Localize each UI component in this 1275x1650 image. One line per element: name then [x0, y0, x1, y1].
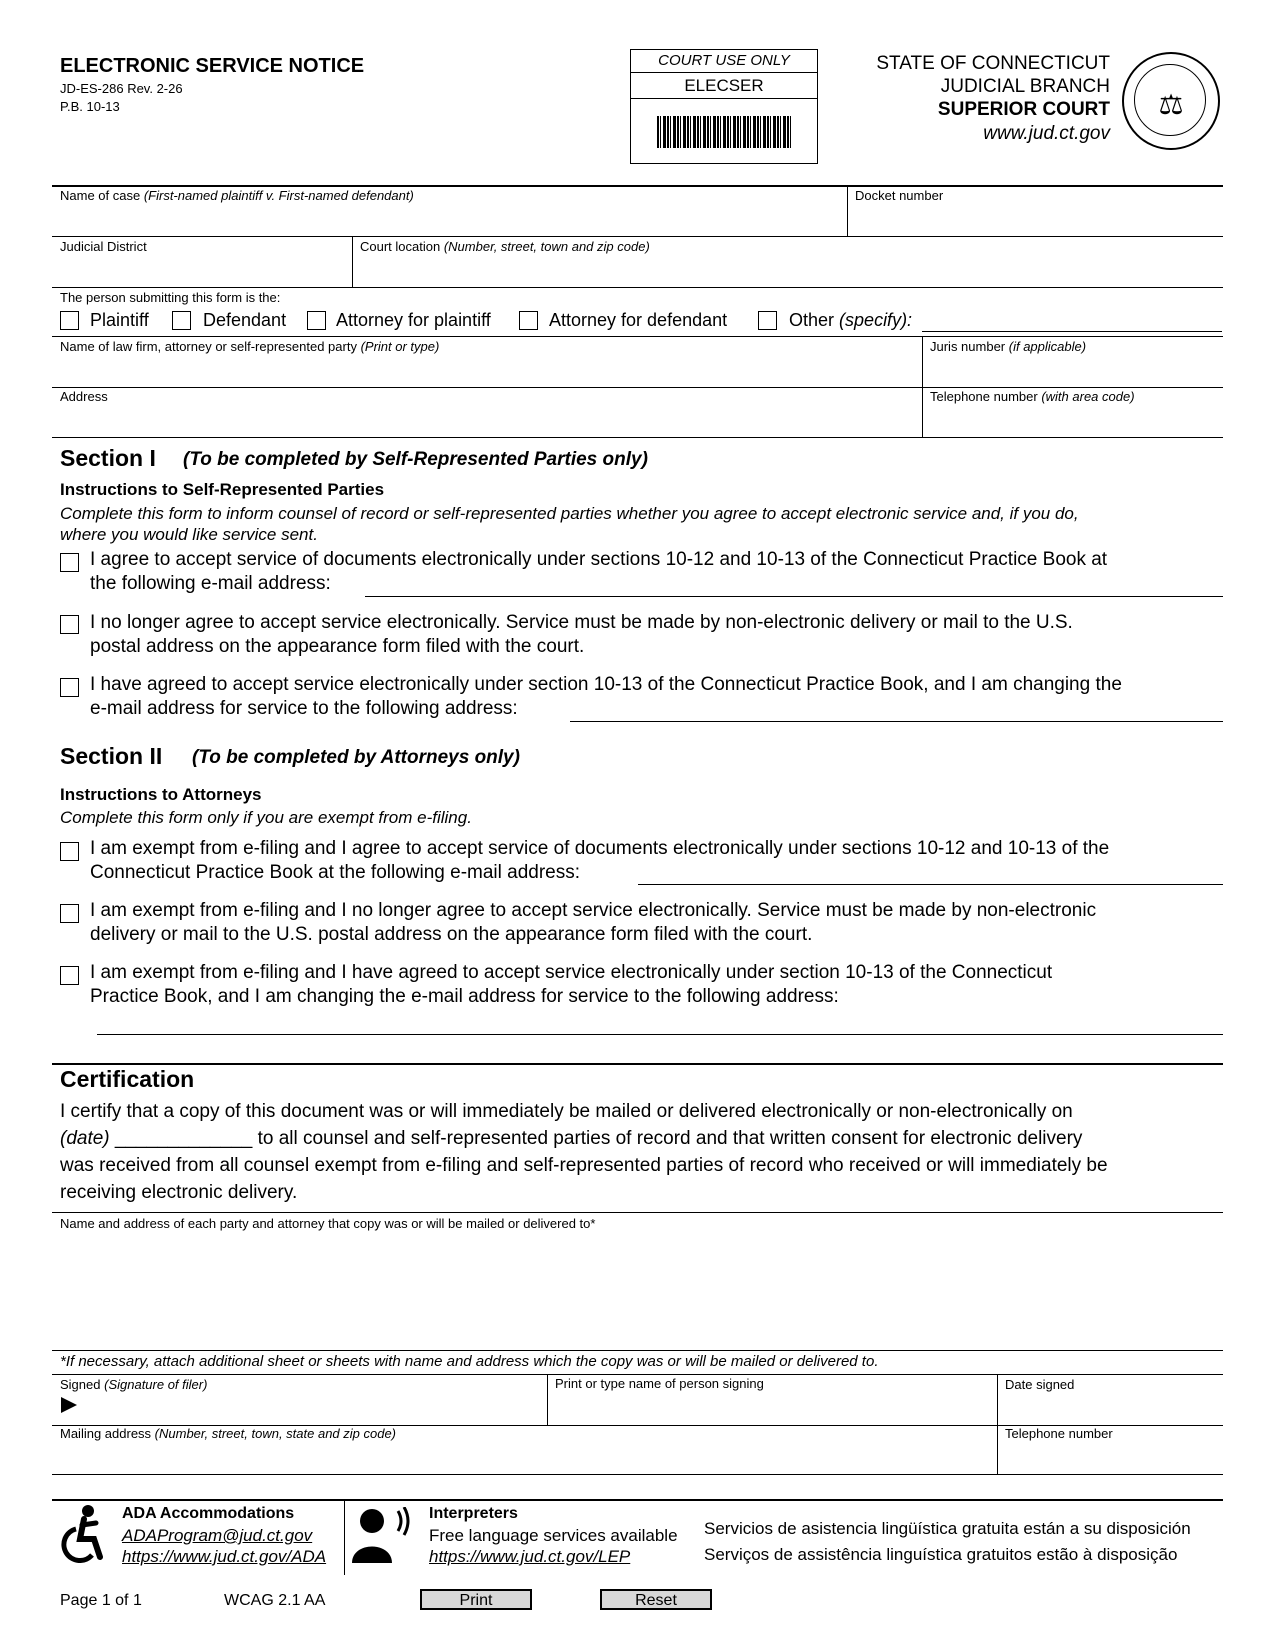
court-location-label: Court location (Number, street, town and zip code) — [360, 239, 650, 254]
court-code: ELECSER — [631, 73, 817, 99]
s1-agree-text: I agree to accept service of documents electronically under sections 10-12 and 10-13 of the Connecticut Practice Book at the following e-mail address: — [90, 549, 1108, 594]
date-blank: _____________ — [114, 1128, 253, 1149]
interpreter-icon — [350, 1507, 420, 1563]
date-signed-label: Date signed — [1005, 1377, 1075, 1392]
checkbox-s2-no-longer[interactable] — [60, 904, 79, 923]
print-name-label: Print or type name of person signing — [555, 1376, 764, 1391]
certification-text: I certify that a copy of this document was or will immediately be mailed or delivered electronically or non-electronically on (date) _____________ to all counsel and self-represented parties of record and that written consent for electronic delivery was received from all counsel exempt from e-filing and self-represented parties of record who received or will immediately be receiving electronic delivery. — [60, 1101, 1108, 1203]
sign-here-arrow-icon — [61, 1397, 77, 1413]
checkbox-s1-changing[interactable] — [60, 678, 79, 697]
interpreters-text: Free language services available — [429, 1526, 678, 1545]
option-attorney-defendant: Attorney for defendant — [549, 310, 728, 330]
interpreters-url-link[interactable]: https://www.jud.ct.gov/LEP — [429, 1547, 631, 1566]
section1-instructions: Complete this form to inform counsel of record or self-represented parties whether you agree to accept electronic service and, if you do, where you would like service sent. — [60, 504, 1079, 544]
checkbox-s2-agree[interactable] — [60, 842, 79, 861]
s2-new-email-field[interactable] — [97, 1034, 1223, 1035]
reset-button[interactable]: Reset — [600, 1589, 712, 1610]
court-name: SUPERIOR COURT — [937, 99, 1110, 120]
checkbox-attorney-plaintiff[interactable] — [307, 311, 326, 330]
print-button[interactable]: Print — [420, 1589, 532, 1610]
checkbox-attorney-defendant[interactable] — [519, 311, 538, 330]
branch-name: JUDICIAL BRANCH — [940, 76, 1110, 97]
s1-changing-text: I have agreed to accept service electronically under section 10-13 of the Connecticut Practice Book, and I am changing the e-mail address for service to the following address: — [90, 674, 1122, 719]
address-label: Address — [60, 389, 108, 404]
s1-new-email-field[interactable] — [570, 721, 1223, 722]
section2-instructions-heading: Instructions to Attorneys — [60, 785, 262, 804]
portuguese-notice: Serviços de assistência linguística gratuitos estão à disposição — [704, 1545, 1178, 1564]
ada-url-link[interactable]: https://www.jud.ct.gov/ADA — [122, 1547, 327, 1566]
state-name: STATE OF CONNECTICUT — [876, 53, 1110, 74]
judicial-district-label: Judicial District — [60, 239, 147, 254]
docket-label: Docket number — [855, 188, 944, 203]
section2-note: (To be completed by Attorneys only) — [192, 747, 520, 768]
spanish-notice: Servicios de asistencia lingüística gratuita están a su disposición — [704, 1519, 1191, 1538]
page-number: Page 1 of 1 — [60, 1592, 142, 1609]
option-plaintiff: Plaintiff — [90, 310, 149, 330]
checkbox-s1-agree[interactable] — [60, 553, 79, 572]
checkbox-other[interactable] — [758, 311, 777, 330]
s2-no-longer-text: I am exempt from e-filing and I no longer agree to accept service electronically. Service must be made by non-electronic delivery or mail to the U.S. postal address on the appearance form filed with the court. — [90, 900, 1097, 945]
ada-heading: ADA Accommodations — [122, 1505, 295, 1522]
barcode — [657, 116, 791, 148]
submitter-label: The person submitting this form is the: — [60, 290, 281, 305]
mailing-address-label: Mailing address (Number, street, town, state and zip code) — [60, 1426, 397, 1441]
recipients-label: Name and address of each party and attorney that copy was or will be mailed or delivered to* — [60, 1216, 596, 1231]
s1-no-longer-text: I no longer agree to accept service electronically. Service must be made by non-electronic delivery or mail to the U.S. postal address on the appearance form filed with the court. — [90, 612, 1073, 657]
s2-changing-text: I am exempt from e-filing and I have agreed to accept service electronically under section 10-13 of the Connecticut Practice Book, and I am changing the e-mail address for service to the following address: — [90, 962, 1053, 1007]
s1-email-field[interactable] — [365, 596, 1223, 597]
juris-label: Juris number (if applicable) — [930, 339, 1087, 354]
footnote: *If necessary, attach additional sheet or sheets with name and address which the copy was or will be mailed or delivered to. — [60, 1353, 879, 1370]
case-name-label: Name of case (First-named plaintiff v. First-named defendant) — [60, 188, 414, 203]
option-attorney-plaintiff: Attorney for plaintiff — [336, 310, 491, 330]
option-defendant: Defendant — [203, 310, 287, 330]
form-title: ELECTRONIC SERVICE NOTICE — [60, 55, 365, 77]
website: www.jud.ct.gov — [983, 123, 1110, 144]
section1-instructions-heading: Instructions to Self-Represented Parties — [60, 480, 385, 499]
s2-email-field[interactable] — [638, 884, 1223, 885]
signed-label: Signed (Signature of filer) — [60, 1377, 208, 1392]
checkbox-s1-no-longer[interactable] — [60, 615, 79, 634]
checkbox-s2-changing[interactable] — [60, 966, 79, 985]
telephone-label: Telephone number (with area code) — [930, 389, 1135, 404]
firm-label: Name of law firm, attorney or self-represented party (Print or type) — [60, 339, 440, 354]
checkbox-defendant[interactable] — [172, 311, 191, 330]
court-use-only-label: COURT USE ONLY — [631, 50, 817, 73]
court-use-only-box — [630, 49, 818, 164]
interpreters-heading: Interpreters — [429, 1505, 518, 1522]
accessibility-icon — [58, 1505, 106, 1563]
other-specify-field[interactable] — [922, 331, 1222, 332]
section2-instructions: Complete this form only if you are exempt from e-filing. — [60, 808, 472, 827]
option-other: Other (specify): — [789, 310, 913, 330]
section1-note: (To be completed by Self-Represented Parties only) — [183, 449, 648, 470]
checkbox-plaintiff[interactable] — [60, 311, 79, 330]
telephone-number-label: Telephone number — [1005, 1426, 1113, 1441]
judicial-seal-icon: ⚖ — [1122, 52, 1220, 150]
certification-title: Certification — [60, 1066, 195, 1092]
section1-title: Section I — [60, 445, 156, 471]
practice-book-rule: P.B. 10-13 — [60, 99, 120, 114]
s2-agree-text: I am exempt from e-filing and I agree to accept service of documents electronically under sections 10-12 and 10-13 of the Connecticut Practice Book at the following e-mail address: — [90, 838, 1110, 883]
form-number: JD-ES-286 Rev. 2-26 — [60, 81, 183, 96]
ada-email-link[interactable]: ADAProgram@jud.ct.gov — [122, 1526, 313, 1545]
section2-title: Section II — [60, 743, 163, 769]
wcag-label: WCAG 2.1 AA — [224, 1592, 326, 1609]
